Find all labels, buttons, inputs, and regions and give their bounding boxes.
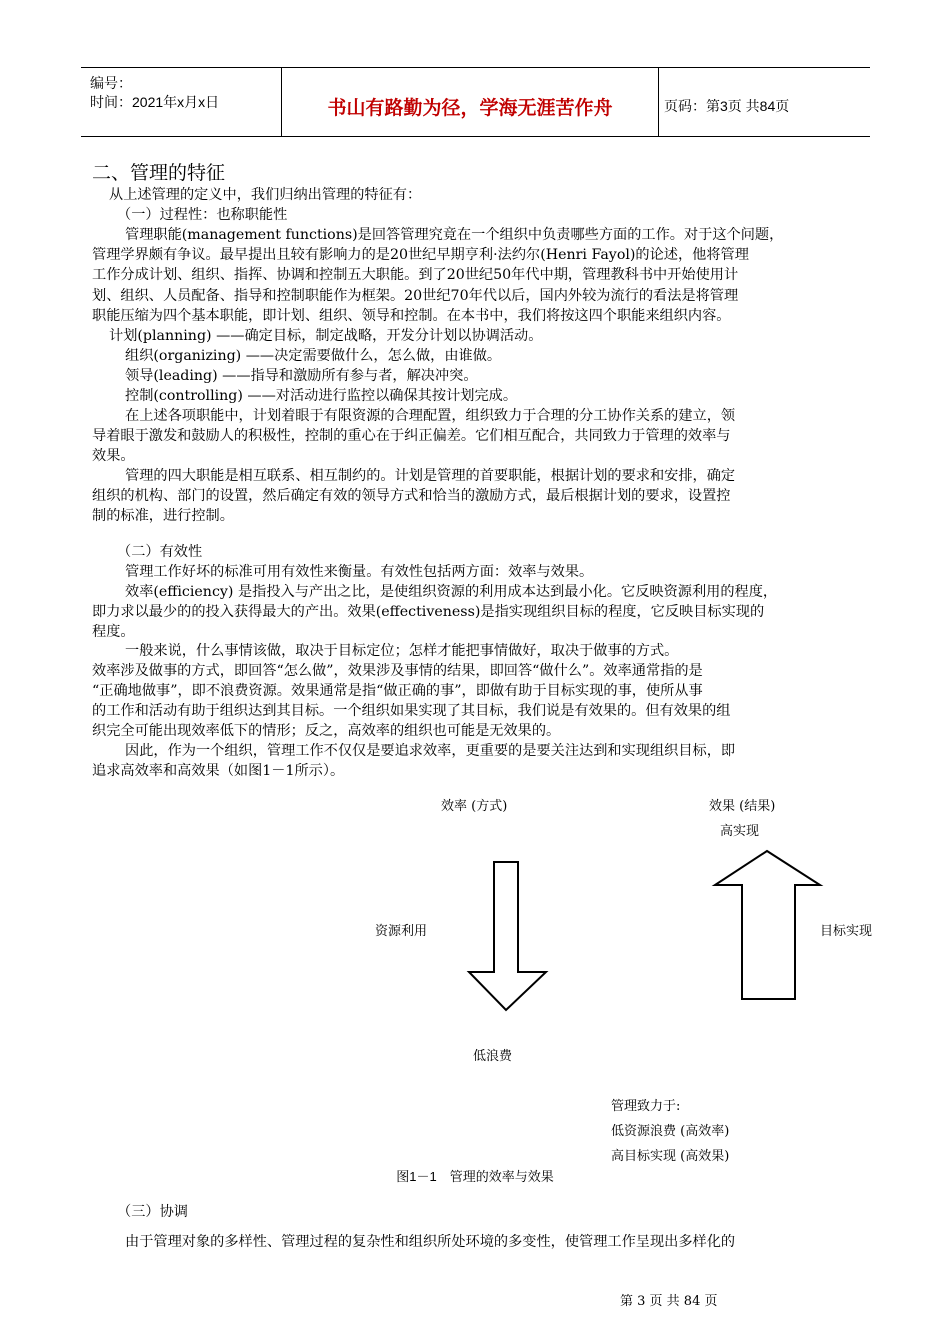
paragraph: 一般来说，什么事情该做，取决于目标定位；怎样才能把事情做好，取决于做事的方式。 — [125, 643, 679, 659]
paragraph-line: 组织的机构、部门的设置，然后确定有效的领导方式和恰当的激励方式，最后根据计划的要求，设置控 — [92, 488, 731, 504]
efficiency-label: 效率 (方式) — [441, 799, 508, 814]
paragraph-line: “正确地做事”，即不浪费资源。效果通常是指“做正确的事”，即做有助于目标实现的事，使所从事 — [92, 683, 703, 699]
paragraph-line: 程度。 — [92, 624, 135, 640]
paragraph-line: 管理的四大职能是相互联系、相互制约的。计划是管理的首要职能，根据计划的要求和安排，确定 — [125, 468, 736, 484]
figure-caption: 图1－1 管理的效率与效果 — [396, 1169, 554, 1184]
paragraph-line: 的工作和活动有助于组织达到其目标。一个组织如果实现了其目标，我们说是有效果的。但有效果的组 — [92, 703, 731, 719]
paragraph-line: 即力求以最少的的投入获得最大的产出。效果(effectiveness)是指实现组织目标的程度，它反映目标实现的 — [92, 604, 765, 620]
paragraph-line: 在上述各项职能中，计划着眼于有限资源的合理配置，组织致力于合理的分工协作关系的建立，领 — [125, 408, 736, 424]
summary-line: 低资源浪费 (高效率) — [611, 1124, 730, 1139]
paragraph-line: 工作分成计划、组织、指挥、协调和控制五大职能。到了20世纪50年代中期，管理教科书中开始使用计 — [92, 267, 739, 283]
subsection-heading: （二）有效性 — [117, 544, 203, 560]
header-slogan-cell — [282, 68, 659, 136]
header-slogan: 书山有路勤为径，学海无涯苦作舟 — [327, 98, 613, 119]
section-title: 二、管理的特征 — [92, 162, 226, 184]
subsection-heading: （三）协调 — [117, 1204, 188, 1220]
summary-line: 高目标实现 (高效果) — [611, 1149, 730, 1164]
paragraph-line: 导着眼于激发和鼓励人的积极性，控制的重心在于纠正偏差。它们相互配合，共同致力于管理的效率与 — [92, 428, 731, 444]
function-organizing: 组织(organizing) ——决定需要做什么，怎么做，由谁做。 — [125, 348, 502, 364]
document-time: 时间：2021年x月x日 — [90, 94, 220, 110]
low-waste-label: 低浪费 — [473, 1049, 513, 1064]
paragraph-line: 职能压缩为四个基本职能，即计划、组织、领导和控制。在本书中，我们将按这四个职能来组织内容。 — [92, 308, 731, 324]
paragraph-line: 管理职能(management functions)是回答管理究竟在一个组织中负责哪些方面的工作。对于这个问题， — [125, 227, 784, 243]
function-controlling: 控制(controlling) ——对活动进行监控以确保其按计划完成。 — [125, 388, 518, 404]
paragraph-line: 由于管理对象的多样性、管理过程的复杂性和组织所处环境的多变性，使管理工作呈现出多样化的 — [125, 1234, 736, 1250]
subsection-heading: （一）过程性：也称职能性 — [117, 207, 288, 223]
header-meta-cell — [81, 68, 282, 136]
paragraph-line: 织完全可能出现效率低下的情形；反之，高效率的组织也可能是无效果的。 — [92, 723, 561, 739]
paragraph-line: 制的标准，进行控制。 — [92, 508, 234, 524]
paragraph-line: 效率涉及做事的方式，即回答“怎么做”，效果涉及事情的结果，即回答“做什么”。效率通常指的是 — [92, 663, 703, 679]
paragraph-line: 划、组织、人员配备、指导和控制职能作为框架。20世纪70年代以后，国内外较为流行的看法是将管理 — [92, 288, 739, 304]
paragraph: 管理工作好坏的标准可用有效性来衡量。有效性包括两方面：效率与效果。 — [125, 564, 594, 580]
page-header — [81, 67, 870, 137]
paragraph: 从上述管理的定义中，我们归纳出管理的特征有： — [109, 187, 422, 203]
resource-use-label: 资源利用 — [375, 924, 428, 939]
function-leading: 领导(leading) ——指导和激励所有参与者，解决冲突。 — [125, 368, 478, 384]
paragraph-line: 效果。 — [92, 448, 135, 464]
goal-realization-label: 目标实现 — [820, 924, 873, 939]
function-planning: 计划(planning) ——确定目标，制定战略，开发分计划以协调活动。 — [109, 328, 543, 344]
down-arrow-icon — [469, 862, 546, 1010]
paragraph-line: 管理学界颇有争议。最早提出且较有影响力的是20世纪早期亨利·法约尔(Henri Fayol)的论述，他将管理 — [92, 247, 749, 263]
paragraph-line: 追求高效率和高效果（如图1－1所示）。 — [92, 763, 345, 779]
paragraph-line: 效率(efficiency) 是指投入与产出之比，是使组织资源的利用成本达到最小化。它反映资源利用的程度， — [125, 584, 778, 600]
effect-label: 效果 (结果) — [709, 799, 776, 814]
high-realization-label: 高实现 — [720, 824, 760, 839]
up-arrow-icon — [715, 851, 820, 999]
document-number: 编号： — [90, 75, 132, 91]
paragraph-line: 因此，作为一个组织，管理工作不仅仅是要追求效率，更重要的是要关注达到和实现组织目标，即 — [125, 743, 736, 759]
header-page-cell — [659, 68, 870, 136]
header-page-number: 页码：第3页 共84页 — [664, 98, 790, 114]
summary-title: 管理致力于: — [611, 1099, 681, 1114]
page-footer: 第 3 页 共 84 页 — [620, 1294, 718, 1309]
